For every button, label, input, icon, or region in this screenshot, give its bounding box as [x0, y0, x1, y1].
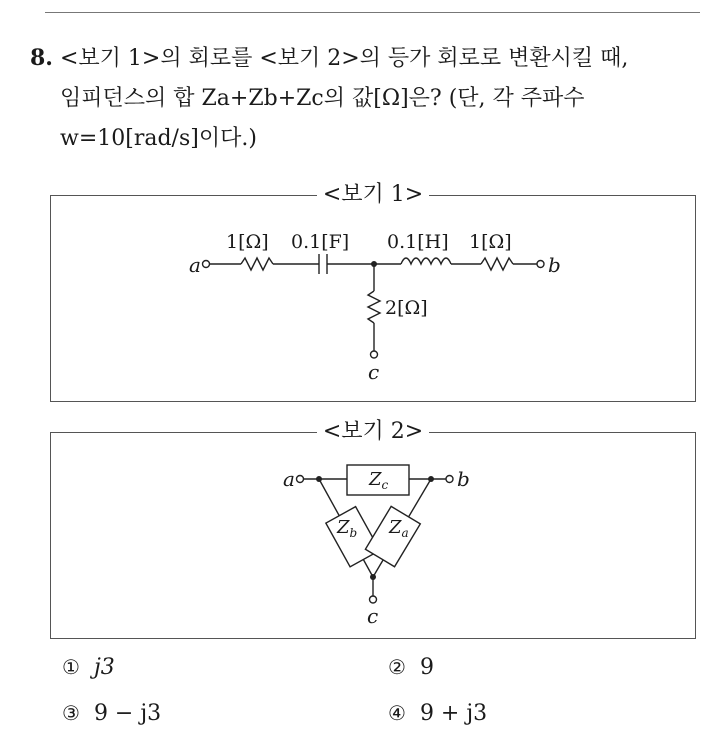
circuit-1 — [51, 196, 695, 401]
option-4[interactable] — [388, 699, 487, 728]
figure-2-box — [50, 419, 696, 639]
resistor-1 — [241, 258, 273, 270]
terminal-a-label: a — [189, 253, 201, 277]
option-1-text: j3 — [93, 655, 115, 680]
node-c — [370, 574, 376, 580]
option-2-marker: ② — [388, 655, 406, 679]
label-r1: 1[Ω] — [226, 231, 269, 253]
terminal-c-node — [371, 351, 378, 358]
resistor-3 — [368, 291, 380, 323]
resistor-2 — [481, 258, 513, 270]
terminal-a-label: a — [283, 467, 295, 491]
option-3[interactable] — [62, 699, 161, 728]
terminal-a-node — [297, 476, 304, 483]
option-2-text: 9 — [419, 655, 434, 680]
label-l: 0.1[H] — [387, 231, 449, 253]
option-1[interactable] — [62, 653, 115, 682]
option-3-marker: ③ — [62, 701, 80, 725]
junction-node — [371, 261, 377, 267]
question-line-2: 임피던스의 합 Za+Zb+Zc의 값[Ω]은? (단, 각 주파수 — [60, 86, 585, 111]
top-rule — [45, 12, 700, 13]
question-text-1: <보기 1>의 회로를 <보기 2>의 등가 회로로 변환시킬 때, — [59, 46, 629, 71]
option-4-marker: ④ — [388, 701, 406, 725]
option-2[interactable] — [388, 653, 434, 682]
question-line-3: w=10[rad/s]이다.) — [60, 126, 257, 151]
figure-2-title: <보기 2> — [317, 419, 429, 444]
terminal-a-node — [203, 261, 210, 268]
terminal-c-label: c — [367, 604, 379, 628]
terminal-b-label: b — [548, 253, 561, 277]
option-4-text: 9 + j3 — [419, 701, 488, 726]
inductor — [401, 258, 451, 264]
label-r2: 1[Ω] — [469, 231, 512, 253]
terminal-c-label: c — [368, 360, 380, 384]
option-1-marker: ① — [62, 655, 80, 679]
za-label: $Z_a$ — [389, 517, 409, 540]
figure-1-box — [50, 182, 696, 402]
label-c: 0.1[F] — [291, 231, 350, 253]
question — [30, 38, 700, 159]
circuit-2 — [51, 433, 695, 638]
terminal-b-node — [537, 261, 544, 268]
terminal-c-node — [370, 596, 377, 603]
terminal-b-label: b — [457, 467, 470, 491]
figure-1-title: <보기 1> — [317, 182, 429, 207]
node-a — [316, 476, 322, 482]
terminal-b-node — [446, 476, 453, 483]
question-number: 8. — [30, 45, 53, 71]
zc-label: $Z_c$ — [369, 469, 389, 492]
option-3-text: 9 − j3 — [93, 701, 162, 726]
node-b — [428, 476, 434, 482]
zb-label: $Z_b$ — [337, 517, 358, 540]
label-r3: 2[Ω] — [385, 297, 428, 319]
question-line-1 — [30, 38, 700, 79]
